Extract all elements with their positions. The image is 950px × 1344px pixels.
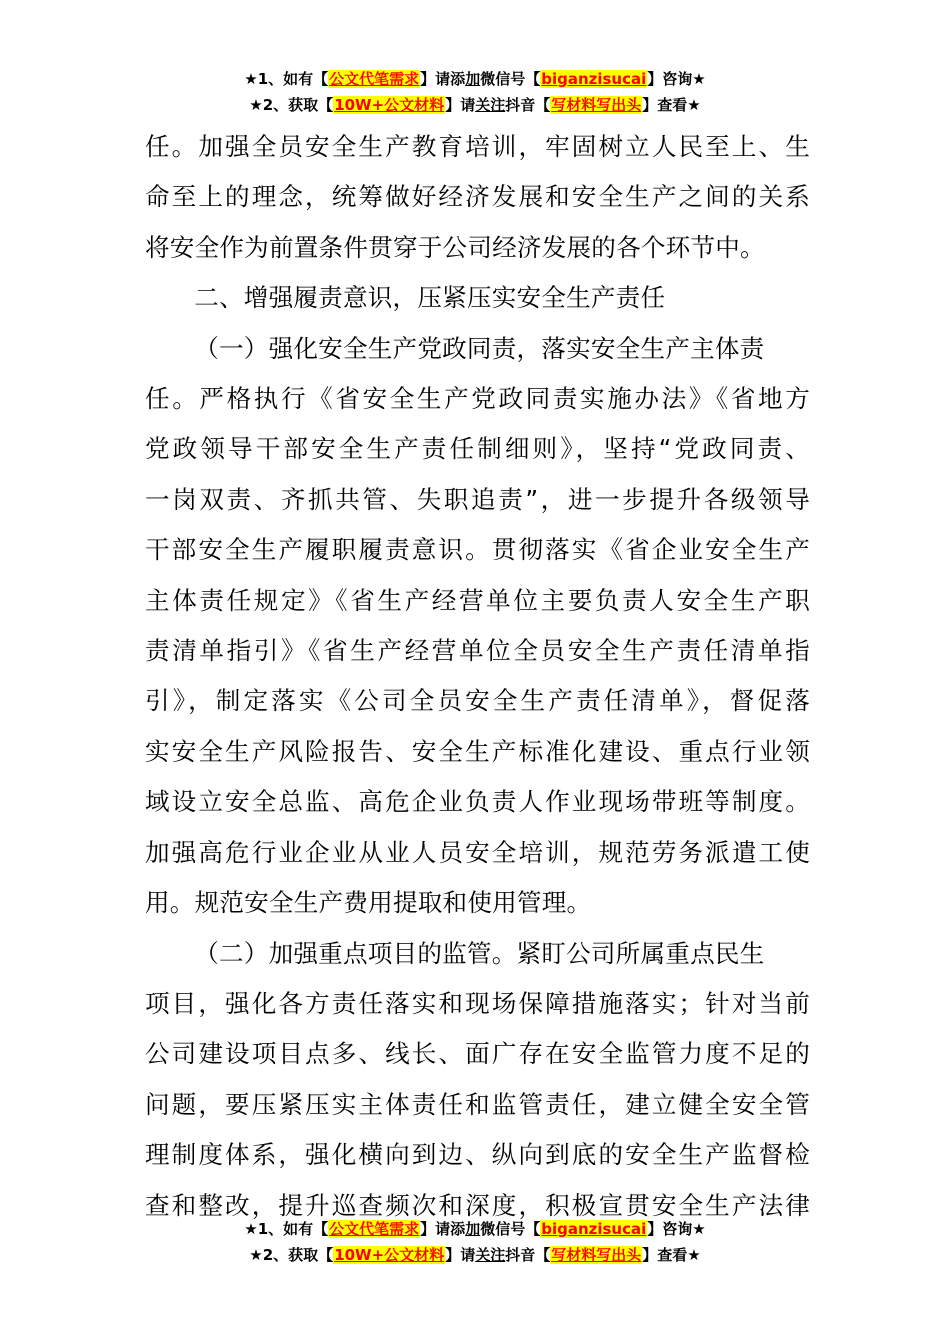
- text-line: 查和整改，提升巡查频次和深度，积极宣贯安全生产法律: [145, 1190, 810, 1220]
- footer-line-2: [0, 1242, 950, 1268]
- footer-line-2-suffix: 】查看★: [642, 1246, 701, 1264]
- footer-line-1: [0, 1216, 950, 1242]
- header-line-2: [0, 92, 950, 118]
- highlight-materials: 10W+公文材料: [334, 96, 445, 114]
- text-line: 问题，要压紧压实主体责任和监管责任，建立健全安全管: [145, 1089, 810, 1119]
- header-line-2-prefix: ★2、获取【: [249, 96, 334, 114]
- header-banner: [0, 66, 950, 118]
- paragraph-continuation: [145, 122, 810, 273]
- text-line: 加强高危行业企业从业人员安全培训，规范劳务派遣工使: [145, 837, 810, 867]
- text-line: 任。严格执行《省安全生产党政同责实施办法》《省地方: [145, 384, 810, 414]
- header-line-2-suffix: 】查看★: [642, 96, 701, 114]
- footer-line-2-prefix: ★2、获取【: [249, 1246, 334, 1264]
- heading-text: 二、增强履责意识，压紧压实安全生产责任: [194, 283, 666, 313]
- highlight-ghostwriting: 公文代笔需求: [329, 70, 420, 88]
- text-line: 命至上的理念，统筹做好经济发展和安全生产之间的关系: [145, 182, 810, 212]
- text-line: 公司建设项目点多、线长、面广存在安全监管力度不足的: [145, 1039, 810, 1069]
- text-line: 干部安全生产履职履责意识。贯彻落实《省企业安全生产: [145, 535, 810, 565]
- highlight-materials: 10W+公文材料: [334, 1246, 445, 1264]
- footer-line-2-underlined: 关注: [475, 1246, 506, 1264]
- text-line: 一岗双责、齐抓共管、失职追责”，进一步提升各级领导: [145, 484, 810, 514]
- text-line: 用。规范安全生产费用提取和使用管理。: [145, 888, 592, 918]
- text-line: 任。加强全员安全生产教育培训，牢固树立人民至上、生: [145, 132, 810, 161]
- paragraph-key-projects: [145, 929, 810, 1231]
- header-line-1-suffix: 】咨询★: [647, 70, 706, 88]
- header-line-1: [0, 66, 950, 92]
- paragraph-party-responsibility: [145, 324, 810, 929]
- text-line: 理制度体系，强化横向到边、纵向到底的安全生产监督检: [145, 1140, 810, 1170]
- text-line: 主体责任规定》《省生产经营单位主要负责人安全生产职: [145, 585, 810, 615]
- text-line: 项目，强化各方责任落实和现场保障措施落实；针对当前: [145, 988, 810, 1018]
- footer-line-1-text: 】请添: [420, 1220, 466, 1238]
- footer-banner: [0, 1216, 950, 1268]
- footer-line-1-prefix: ★1、如有【: [244, 1220, 329, 1238]
- highlight-ghostwriting: 公文代笔需求: [329, 1220, 420, 1238]
- footer-line-2-text-2: 抖音【: [505, 1246, 551, 1264]
- section-heading: [145, 273, 810, 323]
- header-line-1-text-2: 微信号【: [480, 70, 541, 88]
- highlight-wechat-id: biganzisucai: [541, 1220, 647, 1238]
- footer-line-1-underlined: 加: [465, 1220, 481, 1238]
- header-line-2-underlined: 关注: [475, 96, 506, 114]
- text-line: 党政领导干部安全生产责任制细则》，坚持“党政同责、: [145, 434, 810, 464]
- highlight-douyin-account: 写材料写出头: [551, 96, 642, 114]
- text-line: 将安全作为前置条件贯穿于公司经济发展的各个环节中。: [145, 232, 765, 262]
- document-body: [145, 122, 810, 1231]
- text-line: （一）强化安全生产党政同责，落实安全生产主体责: [194, 333, 765, 363]
- highlight-wechat-id: biganzisucai: [541, 70, 647, 88]
- highlight-douyin-account: 写材料写出头: [551, 1246, 642, 1264]
- footer-line-1-text-2: 微信号【: [480, 1220, 541, 1238]
- header-line-1-prefix: ★1、如有【: [244, 70, 329, 88]
- text-line: 实安全生产风险报告、安全生产标准化建设、重点行业领: [145, 736, 810, 766]
- text-line: 域设立安全总监、高危企业负责人作业现场带班等制度。: [145, 787, 810, 817]
- footer-line-1-suffix: 】咨询★: [647, 1220, 706, 1238]
- header-line-1-text: 】请添: [420, 70, 466, 88]
- header-line-1-underlined: 加: [465, 70, 481, 88]
- header-line-2-text-2: 抖音【: [505, 96, 551, 114]
- footer-line-2-text: 】请: [445, 1246, 476, 1264]
- text-line: 引》，制定落实《公司全员安全生产责任清单》，督促落: [145, 686, 810, 716]
- text-line: 责清单指引》《省生产经营单位全员安全生产责任清单指: [145, 636, 810, 666]
- header-line-2-text: 】请: [445, 96, 476, 114]
- text-line: （二）加强重点项目的监管。紧盯公司所属重点民生: [194, 938, 765, 968]
